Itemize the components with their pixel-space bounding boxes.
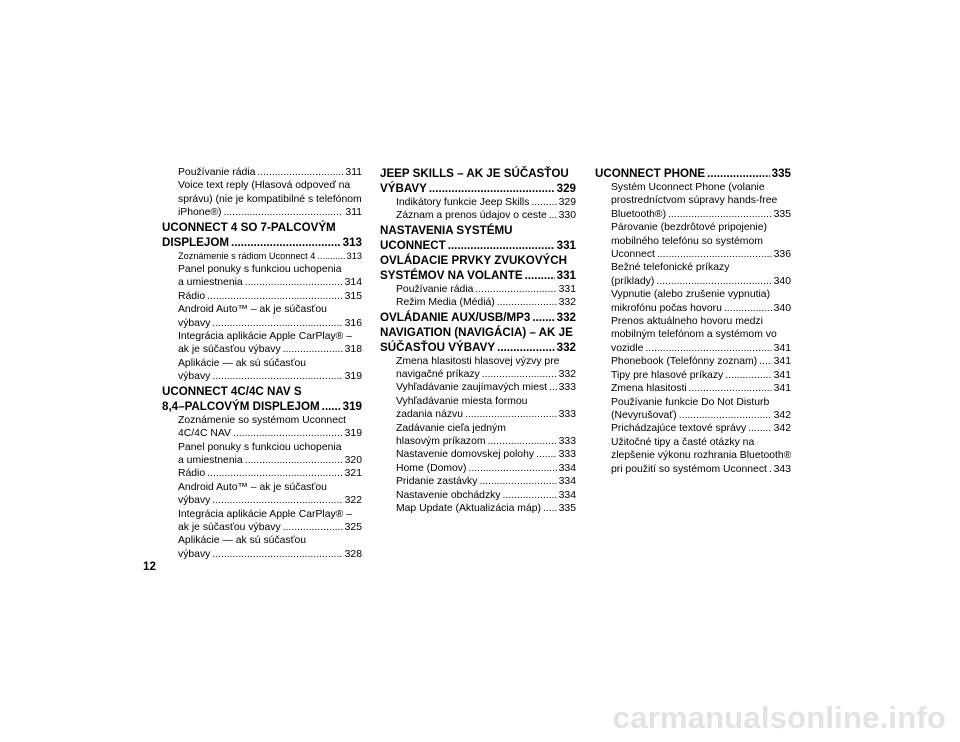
dot-leader (212, 317, 342, 330)
toc-entry-text: SYSTÉMOV NA VOLANTE (380, 268, 523, 282)
toc-page-number: 331 (558, 283, 576, 295)
toc-heading (380, 310, 576, 325)
toc-entry-text: Používanie rádia (178, 167, 256, 178)
toc-page-number: 332 (558, 297, 576, 309)
dot-leader (465, 408, 557, 421)
dot-leader (488, 435, 557, 448)
toc-page-number: 335 (771, 167, 791, 180)
toc-page-number: 316 (344, 317, 362, 329)
toc-page-number: 329 (558, 197, 576, 208)
toc-entry (380, 475, 576, 488)
toc-entry-text: Aplikácie — ak sú súčasťou (178, 357, 307, 369)
toc-entry (162, 508, 362, 535)
toc-entry (595, 315, 791, 355)
dot-leader (689, 382, 772, 395)
toc-entry-text: Pridanie zastávky (396, 476, 478, 488)
toc-entry-text: Tipy pre hlasové príkazy (611, 369, 724, 381)
toc-entry (162, 481, 362, 508)
dot-leader (497, 340, 555, 355)
toc-entry-text: Systém Uconnect Phone (volanie (611, 182, 765, 193)
dot-leader (317, 250, 344, 263)
toc-entry-text: DISPLEJOM (162, 235, 229, 249)
toc-page-number: 333 (558, 382, 576, 394)
toc-entry-text: výbavy (178, 495, 211, 507)
toc-entry-text: Integrácia aplikácie Apple CarPlay® – (178, 331, 353, 343)
toc-heading (380, 253, 576, 283)
toc-entry-text: UCONNECT 4 SO 7-PALCOVÝM (162, 220, 336, 234)
toc-entry-text: UCONNECT PHONE (595, 167, 706, 180)
dot-leader (322, 399, 341, 414)
dot-leader (207, 290, 343, 303)
toc-entry-text: hlasovým príkazom (396, 436, 486, 448)
toc-page-number: 321 (344, 468, 362, 480)
toc-entry-text: Nastavenie obchádzky (396, 489, 501, 501)
toc-entry-text: 4C/4C NAV (178, 428, 231, 440)
toc-entry (595, 261, 791, 288)
toc-entry-text: Zadávanie cieľa jedným (396, 422, 506, 434)
toc-entry-text: a umiestnenia (178, 454, 243, 466)
dot-leader (429, 181, 555, 196)
toc-entry-text: OVLÁDACIE PRVKY ZVUKOVÝCH (380, 253, 568, 267)
dot-leader (207, 467, 343, 480)
toc-entry-text: NAVIGATION (NAVIGÁCIA) – AK JE (380, 325, 573, 339)
toc-entry (380, 462, 576, 475)
toc-entry (162, 250, 362, 263)
toc-page-number: 328 (344, 548, 362, 560)
toc-entry-text: Aplikácie — ak sú súčasťou (178, 535, 307, 547)
toc-entry-text: ak je súčasťou výbavy (178, 344, 281, 356)
toc-column-1 (162, 166, 362, 561)
dot-leader (448, 238, 555, 253)
dot-leader (525, 268, 555, 283)
toc-entry-text: Voice text reply (Hlasová odpoveď na (178, 180, 351, 192)
toc-entry-text: Home (Domov) (396, 462, 467, 474)
toc-column-3 (595, 166, 791, 476)
toc-page-number: 333 (558, 409, 576, 421)
toc-entry-text: VÝBAVY (380, 182, 427, 195)
toc-entry-text: Indikátory funkcie Jeep Skills (396, 197, 530, 208)
toc-entry-text: UCONNECT 4C/4C NAV S (162, 384, 302, 398)
toc-entry-text: SÚČASŤOU VÝBAVY (380, 340, 496, 354)
dot-leader (231, 235, 341, 250)
dot-leader (725, 369, 771, 382)
dot-leader (543, 502, 557, 515)
toc-page-number: 342 (773, 409, 791, 421)
toc-page-number: 332 (556, 340, 576, 354)
toc-entry-text: Vyhľadávanie zaujímavých miest (396, 382, 548, 394)
toc-entry (162, 290, 362, 303)
toc-entry (595, 436, 791, 476)
dot-leader (656, 275, 771, 288)
toc-entry (595, 369, 791, 382)
toc-page-number: 322 (344, 495, 362, 507)
toc-page-number: 319 (344, 428, 362, 440)
toc-entry-text: Android Auto™ – ak je súčasťou (178, 304, 327, 316)
dot-leader (668, 208, 772, 221)
toc-entry (595, 221, 791, 261)
toc-entry-text: Vypnutie (alebo zrušenie vypnutia) (611, 289, 771, 301)
toc-entry (162, 467, 362, 480)
toc-page-number: 332 (558, 369, 576, 381)
dot-leader (748, 422, 772, 435)
toc-entry (162, 166, 362, 179)
toc-page-number: 343 (773, 463, 791, 475)
toc-entry-text: Prenos aktuálneho hovoru medzi (611, 316, 763, 328)
toc-heading (162, 220, 362, 250)
toc-entry-text: pri použití so systémom Uconnect (611, 463, 767, 475)
toc-entry-text: navigačné príkazy (396, 369, 480, 381)
dot-leader (479, 475, 556, 488)
toc-entry-text: iPhone®) (178, 207, 222, 219)
toc-entry (162, 414, 362, 441)
toc-entry (380, 502, 576, 515)
toc-entry-text: Panel ponuky s funkciou uchopenia (178, 441, 342, 453)
toc-page-number: 320 (344, 454, 362, 466)
toc-entry-text: zadania názvu (396, 409, 464, 421)
toc-entry-text: Rádio (178, 290, 206, 302)
toc-entry-text: 8,4–PALCOVÝM DISPLEJOM (162, 399, 320, 413)
dot-leader (257, 166, 343, 179)
toc-entry-text: Rádio (178, 468, 206, 480)
dot-leader (245, 454, 343, 467)
toc-heading (380, 223, 576, 253)
dot-leader (657, 248, 772, 261)
toc-entry-text: Phonebook (Telefónny zoznam) (611, 356, 758, 368)
dot-leader (759, 355, 772, 368)
dot-leader (245, 276, 343, 289)
toc-page-number: 315 (344, 290, 362, 302)
toc-entry (595, 181, 791, 221)
toc-entry-text: mobilného telefónu so systémom (611, 235, 763, 247)
toc-entry (595, 288, 791, 315)
toc-page-number: 334 (558, 489, 576, 501)
toc-entry-text: Zoznámenie so systémom Uconnect (178, 414, 347, 426)
toc-entry-text: vozidle (611, 342, 644, 354)
toc-entry-text: Prichádzajúce textové správy (611, 423, 747, 435)
dot-leader (549, 209, 557, 222)
dot-leader (549, 381, 557, 394)
toc-page-number: 330 (558, 210, 576, 222)
dot-leader (532, 310, 554, 325)
dot-leader (482, 368, 557, 381)
toc-entry (162, 263, 362, 290)
dot-leader (536, 448, 557, 461)
toc-entry-text: NASTAVENIA SYSTÉMU (380, 223, 513, 237)
toc-page-number: 313 (342, 235, 362, 249)
dot-leader (497, 296, 557, 309)
toc-entry (162, 357, 362, 384)
toc-entry-text: Bluetooth®) (611, 208, 667, 220)
toc-page-number: 314 (344, 277, 362, 289)
toc-entry (380, 209, 576, 222)
toc-entry-text: správu) (nie je kompatibilné s telefónom (178, 193, 362, 205)
toc-page-number: 331 (556, 238, 576, 252)
dot-leader (283, 343, 343, 356)
toc-page-number: 331 (556, 268, 576, 282)
toc-entry (595, 355, 791, 368)
toc-page-number: 340 (773, 275, 791, 287)
toc-page-number: 319 (342, 399, 362, 413)
toc-page-number: 335 (773, 208, 791, 220)
dot-leader (212, 370, 342, 383)
toc-page-number: 341 (773, 342, 791, 354)
dot-leader (283, 521, 343, 534)
dot-leader (531, 196, 556, 209)
toc-heading (380, 166, 576, 196)
dot-leader (724, 302, 772, 315)
watermark: carmanualsonline.info (612, 700, 946, 735)
toc-entry (380, 381, 576, 394)
page-number: 12 (143, 560, 156, 573)
toc-entry (380, 448, 576, 461)
toc-page-number: 333 (558, 449, 576, 461)
dot-leader (503, 489, 557, 502)
toc-entry-text: OVLÁDANIE AUX/USB/MP3 (380, 310, 531, 324)
toc-page-number: 335 (558, 503, 576, 515)
toc-entry-text: Zmena hlasitosti hlasovej výzvy pre (396, 355, 560, 367)
toc-page-number: 313 (346, 250, 362, 261)
dot-leader (212, 548, 342, 561)
toc-entry-text: výbavy (178, 371, 211, 383)
toc-heading (595, 166, 791, 181)
dot-leader (475, 283, 556, 296)
dot-leader (707, 166, 770, 181)
toc-entry-text: a umiestnenia (178, 277, 243, 289)
toc-entry (380, 283, 576, 296)
toc-page-number: 329 (556, 182, 576, 195)
toc-page-number: 311 (345, 207, 362, 219)
dot-leader (233, 427, 343, 440)
toc-page-number: 334 (558, 462, 576, 474)
toc-page-number: 333 (558, 436, 576, 448)
toc-entry-text: Map Update (Aktualizácia máp) (396, 503, 541, 515)
toc-entry-text: Používanie rádia (396, 283, 474, 295)
toc-page-number: 318 (344, 344, 362, 356)
toc-page-number: 341 (773, 356, 791, 368)
toc-entry-text: Panel ponuky s funkciou uchopenia (178, 264, 342, 276)
toc-page-number: 311 (345, 167, 362, 178)
toc-entry-text: Užitočné tipy a časté otázky na (611, 436, 755, 448)
toc-heading (380, 325, 576, 355)
toc-page-number: 334 (558, 476, 576, 488)
toc-column-2 (380, 166, 576, 516)
toc-entry (595, 382, 791, 395)
dot-leader (468, 462, 556, 475)
toc-entry-text: Vyhľadávanie miesta formou (396, 395, 528, 407)
toc-entry-text: JEEP SKILLS – AK JE SÚČASŤOU (380, 167, 569, 180)
toc-page-number: 340 (773, 302, 791, 314)
dot-leader (212, 494, 342, 507)
toc-page-number: 336 (773, 249, 791, 261)
dot-leader (769, 463, 772, 476)
dot-leader (645, 342, 771, 355)
toc-entry (595, 422, 791, 435)
toc-entry (380, 395, 576, 422)
toc-entry-text: mikrofónu počas hovoru (611, 302, 722, 314)
toc-entry (162, 441, 362, 468)
toc-entry-text: Režim Media (Médiá) (396, 297, 495, 309)
toc-entry-text: Používanie funkcie Do Not Disturb (611, 396, 770, 408)
toc-entry (162, 534, 362, 561)
toc-entry (380, 196, 576, 209)
toc-entry (380, 489, 576, 502)
toc-entry-text: Zmena hlasitosti (611, 383, 687, 395)
toc-page-number: 319 (344, 371, 362, 383)
toc-heading (162, 384, 362, 414)
toc-page-number: 341 (773, 383, 791, 395)
toc-entry (162, 179, 362, 219)
toc-page-number: 342 (773, 423, 791, 435)
toc-entry (380, 422, 576, 449)
toc-page-number: 325 (344, 521, 362, 533)
toc-entry-text: (príklady) (611, 275, 655, 287)
toc-entry-text: mobilným telefónom a systémom vo (611, 329, 777, 341)
toc-entry-text: Uconnect (611, 249, 655, 261)
toc-entry-text: Integrácia aplikácie Apple CarPlay® – (178, 508, 353, 520)
toc-entry-text: Záznam a prenos údajov o ceste (396, 210, 547, 222)
toc-page-number: 332 (556, 310, 576, 324)
toc-entry-text: zlepšenie výkonu rozhrania Bluetooth® (611, 450, 791, 462)
toc-entry-text: (Nevyrušovať) (611, 409, 677, 421)
toc-entry-text: ak je súčasťou výbavy (178, 521, 281, 533)
toc-entry-text: Párovanie (bezdrôtové pripojenie) (611, 222, 767, 234)
dot-leader (679, 409, 772, 422)
toc-page-number: 341 (773, 369, 791, 381)
toc-entry-text: Nastavenie domovskej polohy (396, 449, 535, 461)
toc-entry-text: Bežné telefonické príkazy (611, 262, 730, 274)
toc-entry-text: Zoznámenie s rádiom Uconnect 4 (178, 250, 316, 261)
toc-entry (380, 355, 576, 382)
toc-entry-text: UCONNECT (380, 238, 446, 252)
dot-leader (223, 206, 343, 219)
toc-entry-text: výbavy (178, 548, 211, 560)
toc-entry-text: prostredníctvom súpravy hands-free (611, 195, 778, 207)
toc-entry (162, 330, 362, 357)
toc-entry-text: Android Auto™ – ak je súčasťou (178, 481, 327, 493)
toc-entry-text: výbavy (178, 317, 211, 329)
toc-entry (380, 296, 576, 309)
toc-entry (595, 396, 791, 423)
toc-entry (162, 303, 362, 330)
